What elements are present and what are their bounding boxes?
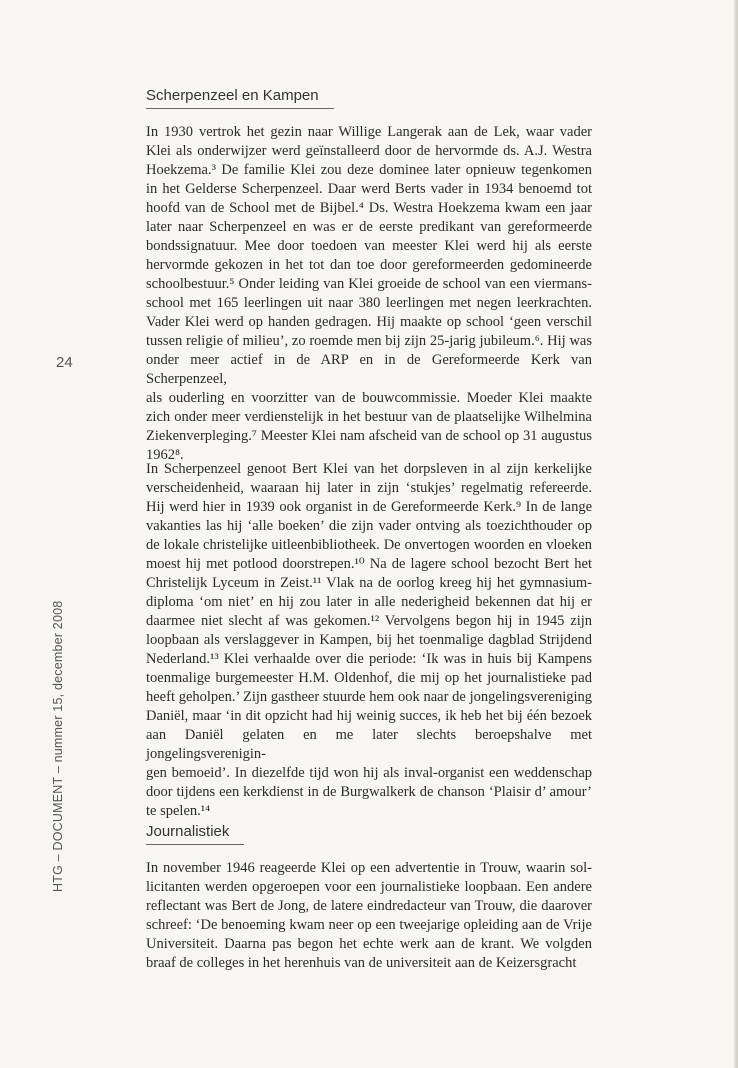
heading-underline bbox=[146, 108, 334, 109]
text-line: schoolbestuur.⁵ Onder leiding van Klei groeide de school van een viermans- bbox=[146, 276, 592, 292]
text-line: Vader Klei werd op handen gedragen. Hij maakte op school ‘geen verschil bbox=[146, 314, 592, 330]
text-line: de lokale christelijke uitleenbibliotheek. De onvertogen woorden en vloeken bbox=[146, 537, 592, 553]
text-line: vakanties las hij ‘alle boeken’ die zijn vader ontving als toezichthouder op bbox=[146, 518, 592, 534]
text-line: diploma ‘om niet’ en hij zou later in alle nederigheid bekennen dat hij er bbox=[146, 594, 592, 610]
text-line: 1962⁸. bbox=[146, 447, 184, 463]
text-line: hoofd van de School met de Bijbel.⁴ Ds. Westra Hoekzema kwam een jaar bbox=[146, 200, 592, 216]
text-line: in het Gelderse Scherpenzeel. Daar werd Berts vader in 1934 benoemd tot bbox=[146, 181, 592, 197]
text-line: zich onder meer verdienstelijk in het bestuur van de plaatselijke Wilhelmina bbox=[146, 409, 592, 425]
text-line: verscheidenheid, waaraan hij later in zijn ‘stukjes’ regelmatig refereerde. bbox=[146, 480, 592, 496]
text-line: Daniël, maar ‘in dit opzicht had hij weinig succes, ik heb het bij één bezoek bbox=[146, 708, 592, 724]
text-line: daarmee niet slecht af was gekomen.¹² Vervolgens begon hij in 1945 zijn bbox=[146, 613, 592, 629]
text-line: aan Daniël gelaten en me later slechts beroepshalve met jongelingsverenigin- bbox=[146, 727, 592, 762]
text-line: Ziekenverpleging.⁷ Meester Klei nam afscheid van de school op 31 augustus bbox=[146, 428, 592, 444]
page-number: 24 bbox=[56, 354, 73, 371]
paragraph-3 bbox=[146, 859, 592, 973]
text-line: Nederland.¹³ Klei verhaalde over die periode: ‘Ik was in huis bij Kampens bbox=[146, 651, 592, 667]
text-line: bondssignatuur. Mee door toedoen van meester Klei werd hij als eerste bbox=[146, 238, 592, 254]
text-line: moest hij met potlood doorstrepen.¹⁰ Na de lagere school bezocht Bert het bbox=[146, 556, 592, 572]
running-head: HTG – DOCUMENT – nummer 15, december 2008 bbox=[51, 600, 65, 892]
text-line: school met 165 leerlingen uit naar 380 leerlingen met negen leerkrachten. bbox=[146, 295, 592, 311]
text-line: schreef: ‘De benoeming kwam neer op een tweejarige opleiding aan de Vrije bbox=[146, 917, 592, 933]
section-heading-scherpenzeel: Scherpenzeel en Kampen bbox=[146, 87, 319, 104]
heading-underline bbox=[146, 844, 244, 845]
text-line: hervormde gekozen in het tot dan toe door gereformeerden gedomineerde bbox=[146, 257, 592, 273]
text-line: te spelen.¹⁴ bbox=[146, 803, 211, 819]
text-line: In Scherpenzeel genoot Bert Klei van het dorpsleven in al zijn kerkelijke bbox=[146, 461, 592, 477]
text-line: toenmalige burgemeester H.M. Oldenhof, die mij op het journalistieke pad bbox=[146, 670, 592, 686]
text-line: Universiteit. Daarna pas begon het echte werk aan de krant. We volgden bbox=[146, 936, 592, 952]
text-line: later naar Scherpenzeel en was er de eerste predikant van gereformeerde bbox=[146, 219, 592, 235]
paragraph-2 bbox=[146, 460, 592, 821]
paragraph-1 bbox=[146, 123, 592, 465]
text-line: onder meer actief in de ARP en in de Gereformeerde Kerk van Scherpenzeel, bbox=[146, 352, 592, 387]
text-line: tussen religie of milieu’, zo roemde men bij zijn 25-jarig jubileum.⁶. Hij was bbox=[146, 333, 592, 349]
text-line: loopbaan als verslaggever in Kampen, bij het toenmalige dagblad Strijdend bbox=[146, 632, 592, 648]
text-line: In november 1946 reageerde Klei op een advertentie in Trouw, waarin sol- bbox=[146, 860, 592, 876]
text-line: In 1930 vertrok het gezin naar Willige Langerak aan de Lek, waar vader bbox=[146, 124, 592, 140]
text-line: Hoekzema.³ De familie Klei zou deze dominee later opnieuw tegenkomen bbox=[146, 162, 592, 178]
text-line: braaf de colleges in het herenhuis van de universiteit aan de Keizersgracht bbox=[146, 955, 577, 971]
text-line: Hij werd hier in 1939 ook organist in de Gereformeerde Kerk.⁹ In de lange bbox=[146, 499, 592, 515]
text-line: Christelijk Lyceum in Zeist.¹¹ Vlak na de oorlog kreeg hij het gymnasium- bbox=[146, 575, 592, 591]
text-line: reflectant was Bert de Jong, de latere eindredacteur van Trouw, die daarover bbox=[146, 898, 592, 914]
page-edge bbox=[734, 0, 738, 1068]
text-line: heeft geholpen.’ Zijn gastheer stuurde hem ook naar de jongelingsvereniging bbox=[146, 689, 592, 705]
text-line: door tijdens een kerkdienst in de Burgwalkerk de chanson ‘Plaisir d’ amour’ bbox=[146, 784, 592, 800]
text-line: gen bemoeid’. In diezelfde tijd won hij als inval-organist een weddenschap bbox=[146, 765, 592, 781]
text-line: licitanten werden opgeroepen voor een journalistieke loopbaan. Een andere bbox=[146, 879, 592, 895]
text-line: Klei als onderwijzer werd geïnstalleerd door de hervormde ds. A.J. Westra bbox=[146, 143, 592, 159]
text-line: als ouderling en voorzitter van de bouwcommissie. Moeder Klei maakte bbox=[146, 390, 592, 406]
section-heading-journalistiek: Journalistiek bbox=[146, 823, 230, 840]
